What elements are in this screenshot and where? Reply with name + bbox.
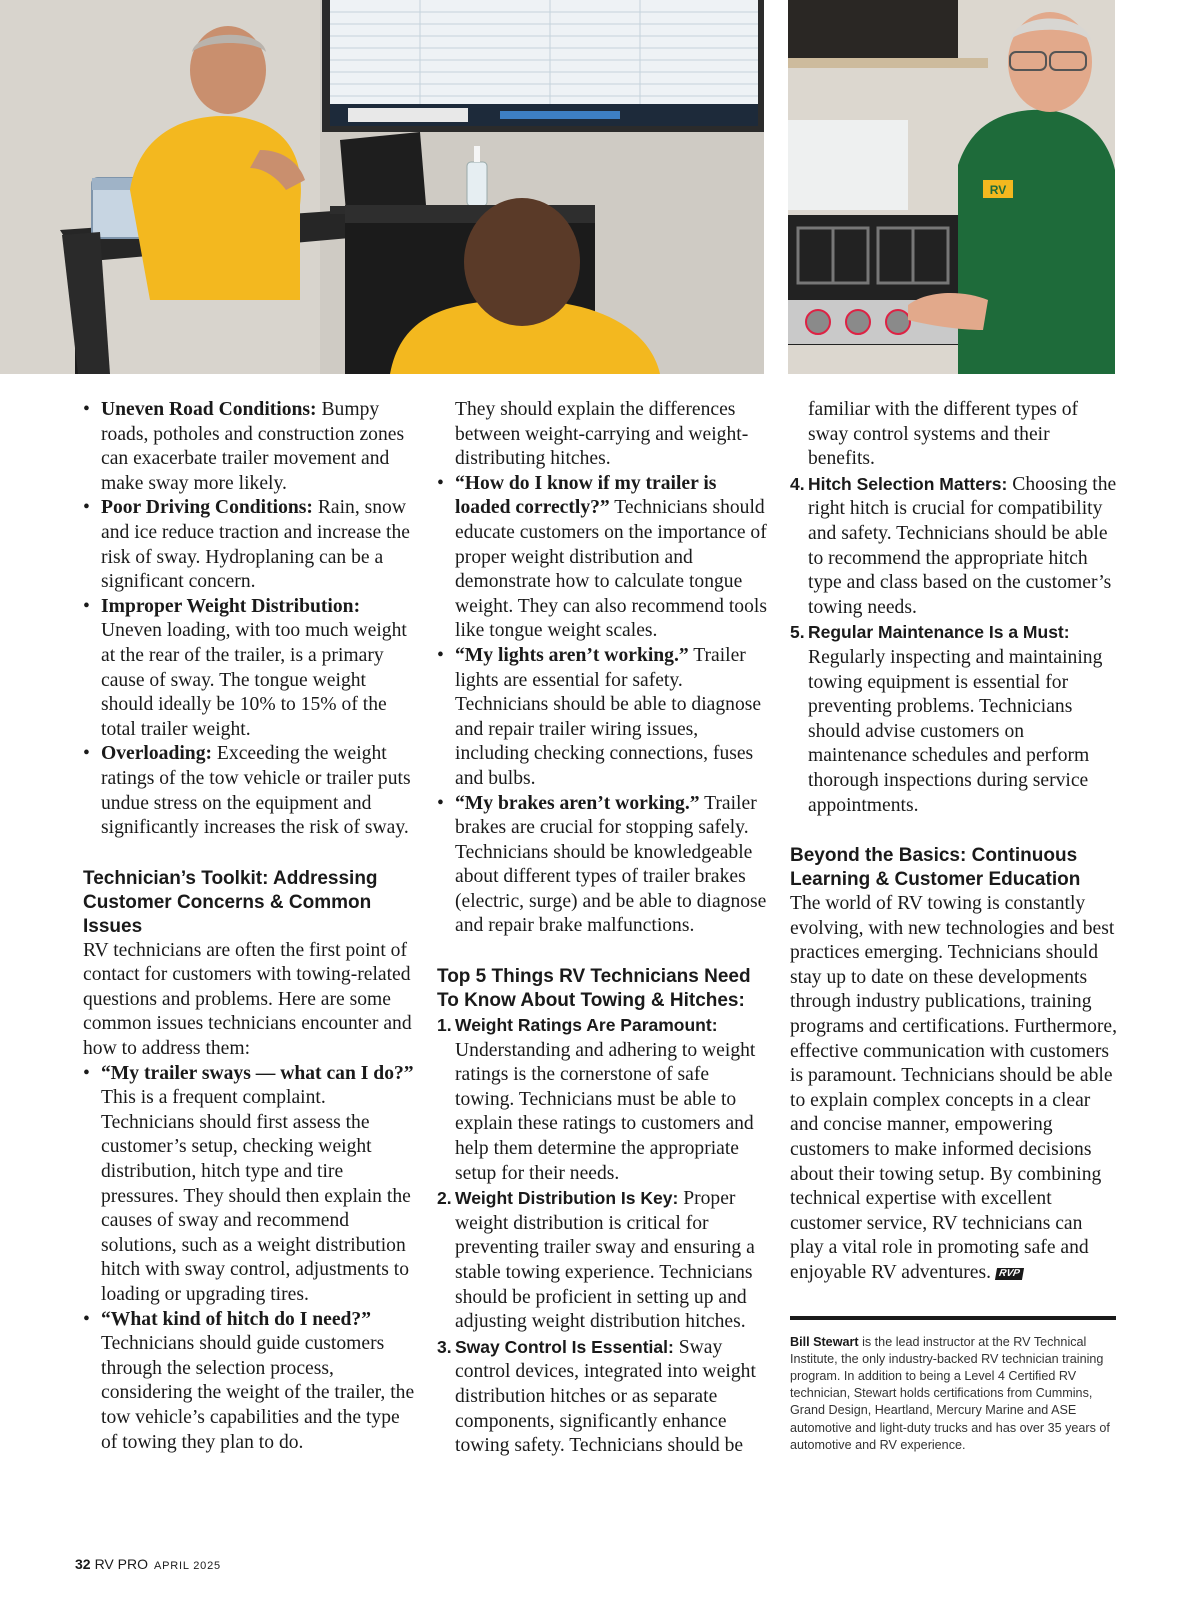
stove-demo-illustration	[788, 0, 1115, 374]
issue-date: APRIL 2025	[154, 1560, 221, 1572]
customer-concerns-list	[83, 1062, 415, 1456]
section-heading: Beyond the Basics: Continuous Learning & Customer Education	[790, 845, 1081, 891]
customer-concerns-list-continued	[437, 472, 769, 939]
page-footer	[75, 1556, 221, 1574]
classroom-illustration	[0, 0, 764, 374]
list-item: • “My brakes aren’t working.” Trailer brakes are crucial for stopping safely. Technicians should be knowledgeable about different types of trailer brakes (electric, surge) and be able to diagnose and repair brake malfunctions.	[437, 792, 769, 940]
list-item: • Improper Weight Distribution: Uneven loading, with too much weight at the rear of the trailer, is a primary cause of sway. The tongue weight should ideally be 10% to 15% of the total trailer weight.	[83, 595, 415, 743]
column-3	[790, 398, 1120, 1454]
page-number: 32	[75, 1556, 91, 1572]
list-item: 5. Regular Maintenance Is a Must: Regularly inspecting and maintaining towing equipment is essential for preventing problems. Technicians should advise customers on maintenance schedules and perform thorough inspections during service appointments.	[790, 622, 1103, 816]
list-item: • Overloading: Exceeding the weight ratings of the tow vehicle or trailer puts undue stress on the equipment and significantly increases the risk of sway.	[83, 742, 415, 840]
continued-text: familiar with the different types of sway control systems and their benefits.	[808, 399, 1079, 470]
section-intro: RV technicians are often the first point of contact for customers with towing-related questions and problems. Here are some common issues technicians encounter and how to address them:	[83, 939, 412, 1060]
list-item: • “My lights aren’t working.” Trailer lights are essential for safety. Technicians should be able to diagnose and repair trailer wiring issues, including checking connections, fuses and bulbs.	[437, 644, 769, 792]
bio-divider	[790, 1316, 1116, 1320]
author-bio: Bill Stewart is the lead instructor at the RV Technical Institute, the only industry-backed RV technician training program. In addition to being a Level 4 Certified RV technician, Stewart holds certifications from Cummins, Grand Design, Heartland, Mercury Marine and ASE automotive and light-duty trucks and has over 35 years of automotive and RV experience.	[790, 1334, 1110, 1452]
list-item: 1. Weight Ratings Are Paramount: Understanding and adhering to weight ratings is the cornerstone of safe towing. Technicians must be able to explain these ratings to customers and help them determine the appropriate setup for their needs.	[437, 1015, 756, 1184]
column-1	[83, 398, 415, 1455]
classroom-photo	[0, 0, 764, 374]
list-item: • “My trailer sways — what can I do?” This is a frequent complaint. Technicians should first assess the customer’s setup, checking weight distribution, hitch type and tire pressures. They should then explain the causes of sway and recommend solutions, such as a weight distribution hitch with sway control, adjustments to loading or upgrading tires.	[83, 1062, 415, 1308]
list-item: • Poor Driving Conditions: Rain, snow and ice reduce traction and increase the risk of sway. Hydroplaning can be a significant concern.	[83, 496, 415, 594]
top-five-list	[437, 1013, 769, 1459]
column-2	[437, 398, 769, 1459]
list-item: • Uneven Road Conditions: Bumpy roads, potholes and construction zones can exacerbate trailer movement and make sway more likely.	[83, 398, 415, 496]
rvp-end-mark: RVP	[995, 1268, 1024, 1280]
list-item: 2. Weight Distribution Is Key: Proper weight distribution is critical for preventing trailer sway and ensuring a stable towing experience. Technicians should be proficient in setting up and adjusting weight distribution hitches.	[437, 1188, 755, 1333]
stove-demo-photo	[788, 0, 1115, 374]
magazine-name: RV PRO	[94, 1556, 149, 1572]
list-item: 3. Sway Control Is Essential: Sway control devices, integrated into weight distribution hitches or as separate components, significantly enhance towing safety. Technicians should be	[437, 1336, 756, 1457]
sway-causes-list	[83, 398, 415, 841]
top-five-list-continued	[790, 472, 1120, 818]
shirt-logo-text: RV	[989, 183, 1007, 197]
continued-text: They should explain the differences between weight-carrying and weight-distributing hitches.	[455, 399, 749, 470]
list-item: • “What kind of hitch do I need?” Technicians should guide customers through the selection process, considering the weight of the trailer, the tow vehicle’s capabilities and the type of towing they plan to do.	[83, 1308, 415, 1456]
body-paragraph: The world of RV towing is constantly evolving, with new technologies and best practices emerging. Technicians should stay up to date on these developments through industry publications, training programs and certifications. Furthermore, effective communication with customers is paramount. Technicians should be able to explain complex concepts in a clear and concise manner, empowering customers to make informed decisions about their towing setup. By combining technical expertise with excellent customer service, RV technicians can play a vital role in promoting safe and enjoyable RV adventures. RVP	[790, 893, 1117, 1283]
list-item: • “How do I know if my trailer is loaded correctly?” Technicians should educate customers on the importance of proper weight distribution and demonstrate how to calculate tongue weight. They can also recommend tools like tongue weight scales.	[437, 472, 769, 644]
section-heading: Top 5 Things RV Technicians Need To Know About Towing & Hitches:	[437, 966, 751, 1012]
section-heading: Technician’s Toolkit: Addressing Customer Concerns & Common Issues	[83, 867, 378, 937]
list-item: 4. Hitch Selection Matters: Choosing the right hitch is crucial for compatibility and safety. Technicians should be able to recommend the appropriate hitch type and class based on the customer’s towing needs.	[790, 473, 1117, 618]
